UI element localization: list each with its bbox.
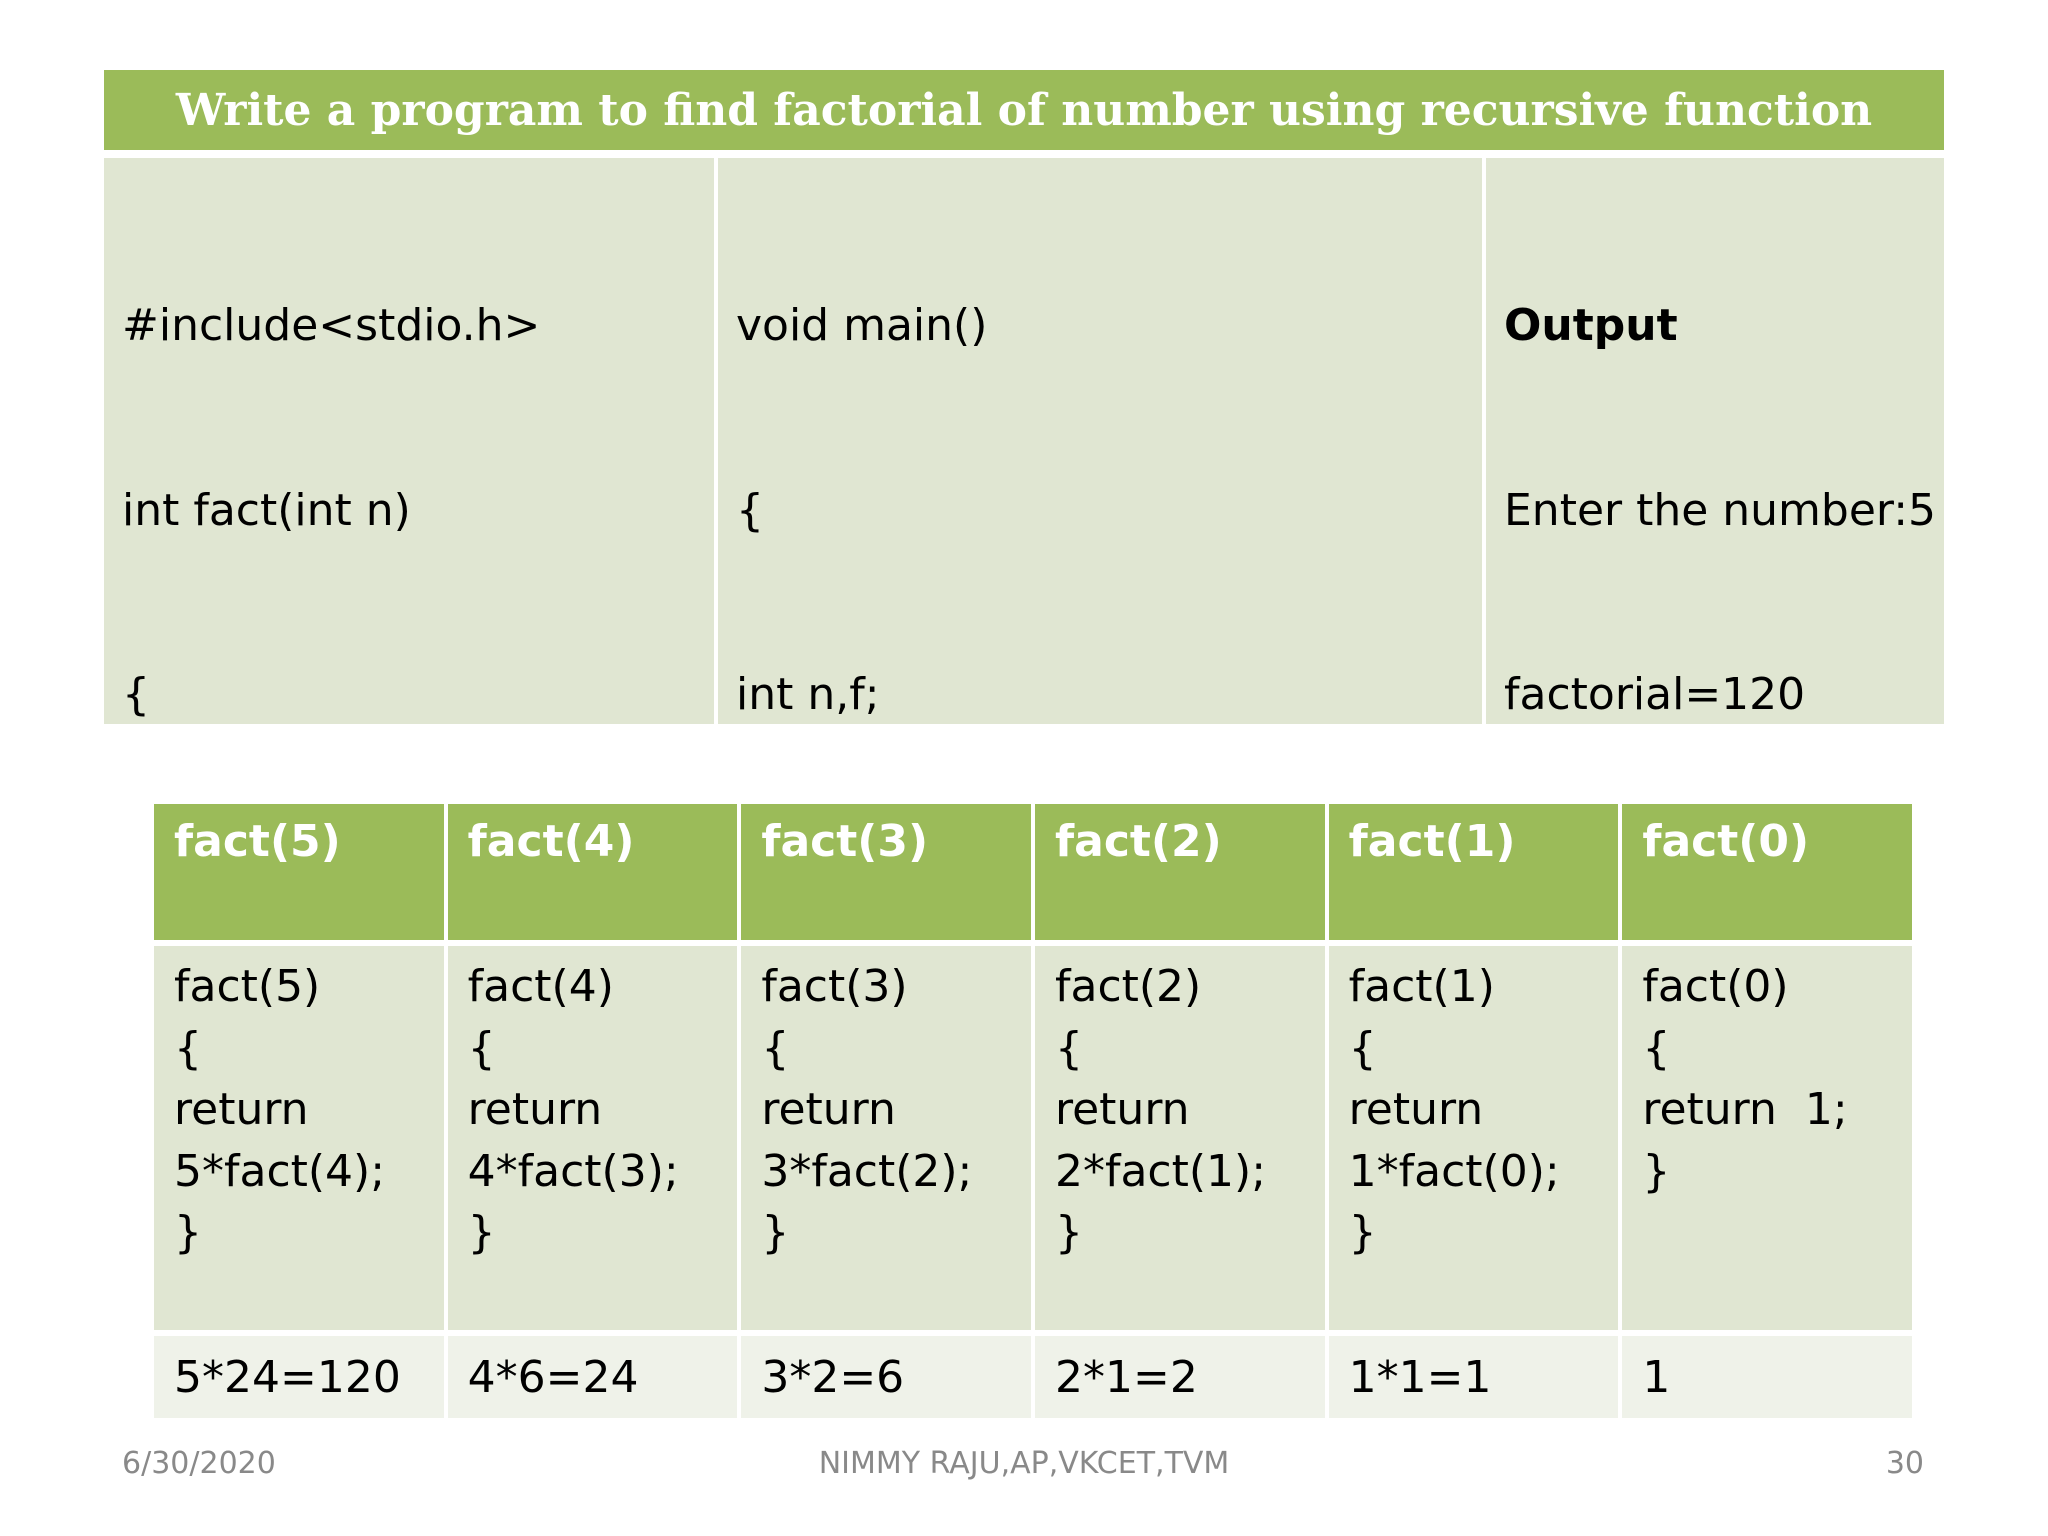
- trace-result-cell: 2*1=2: [1035, 1336, 1325, 1418]
- trace-result-cell: 1*1=1: [1329, 1336, 1619, 1418]
- trace-header-cell: fact(5): [154, 804, 444, 940]
- output-line: factorial=120: [1504, 669, 1806, 720]
- trace-body-cell: [1329, 946, 1619, 1330]
- code-line: }: [174, 1207, 202, 1258]
- footer-author: NIMMY RAJU,AP,VKCET,TVM: [818, 1446, 1230, 1481]
- code-line: {: [1348, 1022, 1377, 1074]
- code-line: }: [467, 1207, 496, 1258]
- code-line: fact(1): [1348, 961, 1495, 1012]
- page-number: 30: [1885, 1446, 1924, 1481]
- code-line: {: [1054, 1022, 1083, 1074]
- recursion-trace-table: [154, 804, 1912, 1418]
- trace-header-cell: fact(0): [1622, 804, 1912, 940]
- code-line: int n,f;: [736, 669, 880, 720]
- code-line: }: [1348, 1207, 1377, 1258]
- code-line: {: [174, 1022, 202, 1074]
- code-line: return: [761, 1084, 896, 1135]
- code-line: 2*fact(1);: [1054, 1145, 1267, 1197]
- main-code-cell: [718, 158, 1482, 724]
- trace-header-cell: fact(4): [448, 804, 738, 940]
- code-line: }: [1642, 1145, 1671, 1197]
- code-line: {: [467, 1022, 496, 1074]
- code-line: fact(3): [761, 961, 908, 1012]
- code-line: {: [122, 669, 150, 720]
- code-line: fact(5): [174, 961, 321, 1012]
- code-line: {: [761, 1022, 790, 1074]
- code-line: fact(4): [467, 961, 614, 1012]
- code-line: int fact(int n): [122, 484, 411, 536]
- code-line: {: [1642, 1022, 1671, 1074]
- trace-body-cell: [1622, 946, 1912, 1330]
- code-line: fact(0): [1642, 961, 1789, 1012]
- code-line: 3*fact(2);: [761, 1145, 973, 1197]
- code-line: return: [1348, 1084, 1484, 1135]
- output-line: Enter the number:5: [1504, 484, 1937, 536]
- program-table: [104, 158, 1944, 724]
- trace-header-cell: fact(3): [741, 804, 1031, 940]
- code-line: }: [1054, 1207, 1083, 1258]
- trace-body-cell: [154, 946, 444, 1330]
- code-line: }: [761, 1207, 790, 1258]
- footer-date: 6/30/2020: [122, 1446, 276, 1481]
- code-line: return: [174, 1084, 309, 1135]
- code-line: 4*fact(3);: [467, 1145, 679, 1197]
- code-line: {: [736, 484, 764, 536]
- trace-body-cell: [1035, 946, 1325, 1330]
- output-cell: [1486, 158, 1944, 724]
- trace-result-cell: 4*6=24: [448, 1336, 738, 1418]
- code-line: return 1;: [1642, 1084, 1848, 1135]
- code-line: 5*fact(4);: [174, 1145, 386, 1197]
- slide-title: Write a program to find factorial of number using recursive function: [104, 70, 1944, 150]
- trace-result-cell: 5*24=120: [154, 1336, 444, 1418]
- code-line: return: [467, 1084, 603, 1135]
- trace-header-cell: fact(2): [1035, 804, 1325, 940]
- code-line: 1*fact(0);: [1348, 1145, 1560, 1197]
- trace-header-cell: fact(1): [1329, 804, 1619, 940]
- trace-result-cell: 1: [1622, 1336, 1912, 1418]
- code-line: fact(2): [1054, 961, 1202, 1012]
- trace-result-cell: 3*2=6: [741, 1336, 1031, 1418]
- code-line: #include<stdio.h>: [122, 300, 541, 351]
- trace-body-cell: [741, 946, 1031, 1330]
- code-line: return: [1054, 1084, 1190, 1135]
- function-code-cell: [104, 158, 714, 724]
- output-title: Output: [1504, 300, 1678, 351]
- code-line: void main(): [736, 300, 988, 351]
- trace-body-cell: [448, 946, 738, 1330]
